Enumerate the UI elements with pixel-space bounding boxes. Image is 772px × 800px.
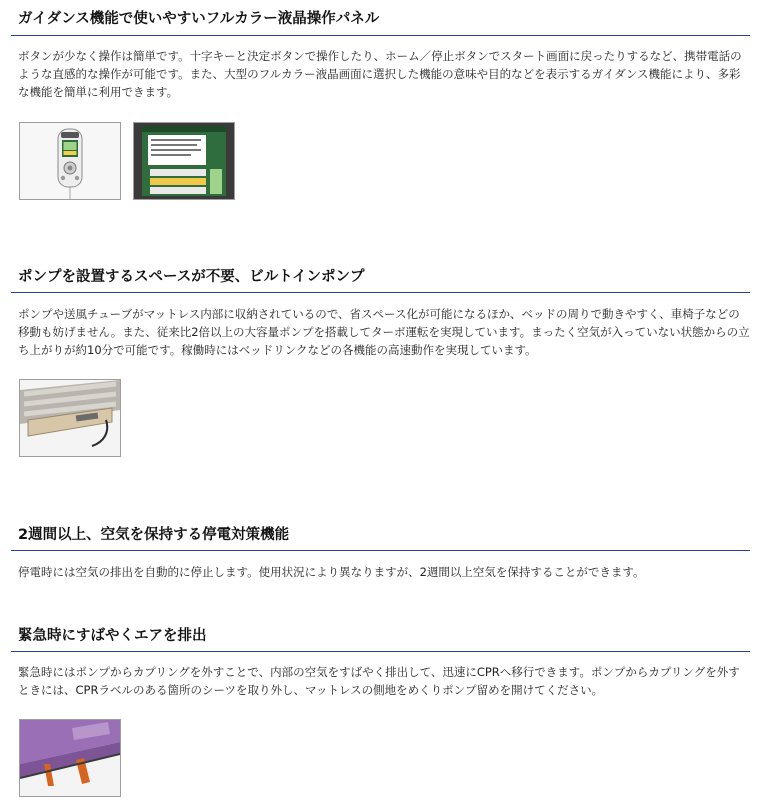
remote-controller-photo — [19, 122, 121, 200]
section-title: 2週間以上、空気を保持する停電対策機能 — [18, 527, 290, 543]
cpr-label-mattress-photo — [19, 719, 121, 797]
section-body: 緊急時にはポンプからカプリングを外すことで、内部の空気をすばやく排出して、迅速にCPRへ移行できます。ポンプからカプリングを外すときには、CPRラベルのある箇所のシーツを取り外し、マットレスの側地をめくりポンプ留めを開けてください。 — [18, 665, 740, 697]
section-divider — [11, 35, 750, 36]
section-title: ポンプを設置するスペースが不要、ビルトインポンプ — [18, 269, 365, 285]
lcd-screen-photo — [133, 122, 235, 200]
section-divider — [11, 550, 750, 551]
section-body: 停電時には空気の排出を自動的に停止します。使用状況により異なりますが、2週間以上空気を保持することができます。 — [18, 565, 645, 579]
section-divider — [11, 651, 750, 652]
section-body: ボタンが少なく操作は簡単です。十字キーと決定ボタンで操作したり、ホーム／停止ボタンでスタート画面に戻ったりするなど、携帯電話のような直感的な操作が可能です。また、大型のフルカラー液晶画面に選択した機能の意味や目的などを表示するガイダンス機能により、多彩な機能を簡単に利用できます。 — [18, 49, 742, 99]
air-mattress-pump-photo — [19, 379, 121, 457]
section-divider — [11, 292, 750, 293]
section-title: ガイダンス機能で使いやすいフルカラー液晶操作パネル — [18, 11, 380, 27]
section-title: 緊急時にすばやくエアを排出 — [18, 628, 207, 644]
section-body: ポンプや送風チューブがマットレス内部に収納されているので、省スペース化が可能になるほか、ベッドの周りで動きやすく、車椅子などの移動も妨げません。また、従来比2倍以上の大容量ポンプを搭載してターボ運転を実現しています。まったく空気が入っていない状態からの立ち上がりが約10分で可能です。稼働時にはベッドリンクなどの各機能の高速動作を実現しています。 — [18, 307, 750, 357]
